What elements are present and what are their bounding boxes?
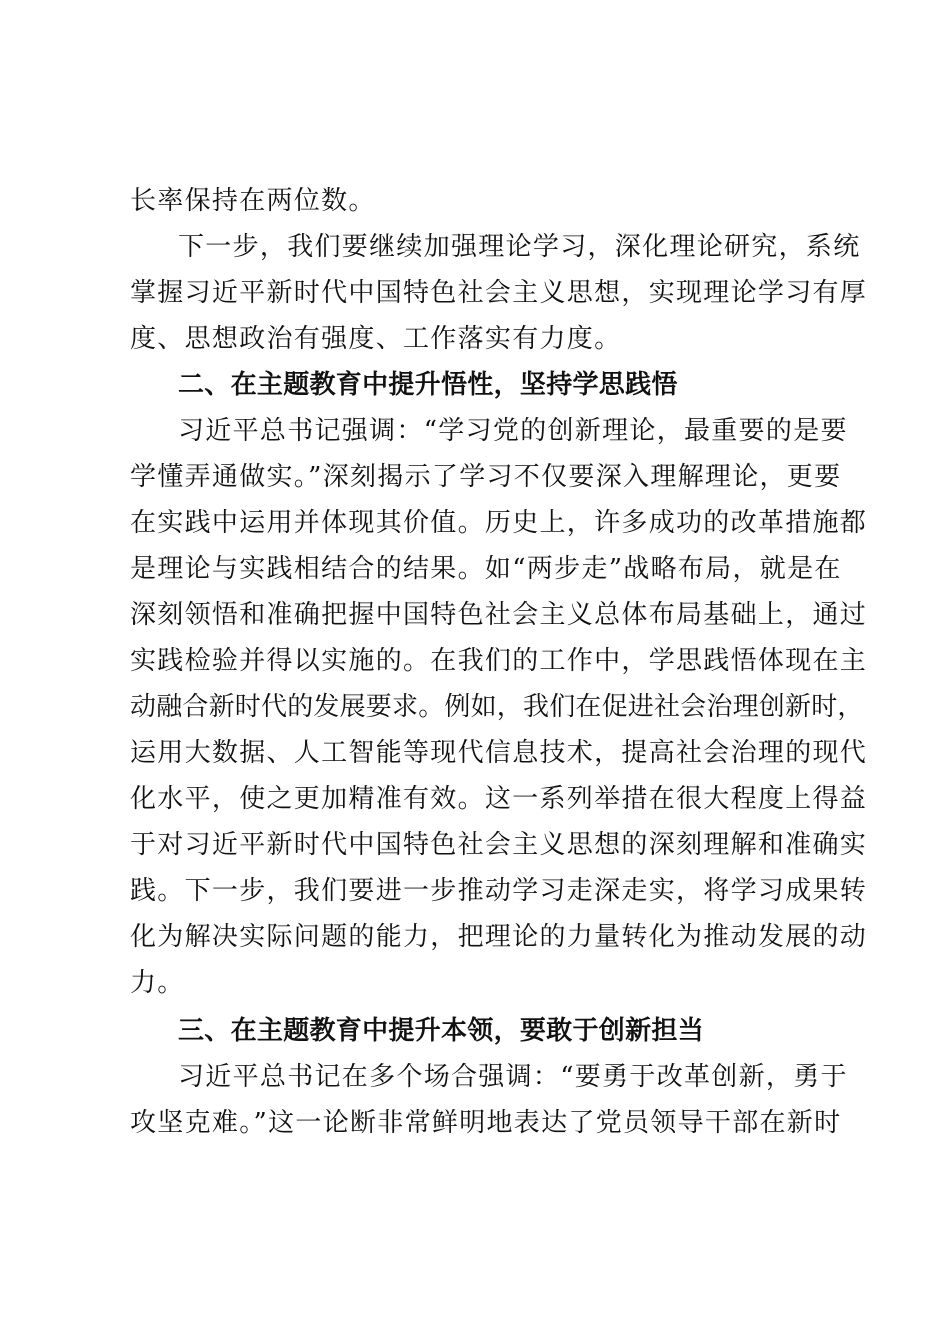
text-line: 攻坚克难。”这一论断非常鲜明地表达了党员领导干部在新时 — [130, 1108, 842, 1138]
text-line: 学懂弄通做实。”深刻揭示了学习不仅要深入理解理论，更要 — [130, 462, 842, 492]
text-line: 于对习近平新时代中国特色社会主义思想的深刻理解和准确实 — [130, 830, 868, 860]
text-line: 在实践中运用并体现其价值。历史上，许多成功的改革措施都 — [130, 508, 868, 538]
text-line: 是理论与实践相结合的结果。如“两步走”战略布局，就是在 — [130, 554, 842, 584]
text-line: 下一步，我们要继续加强理论学习，深化理论研究，系统 — [178, 232, 861, 262]
text-line: 动融合新时代的发展要求。例如，我们在促进社会治理创新时， — [130, 692, 864, 722]
text-line: 习近平总书记强调：“学习党的创新理论，最重要的是要 — [178, 416, 848, 446]
text-line: 深刻领悟和准确把握中国特色社会主义总体布局基础上，通过 — [130, 600, 868, 630]
text-line: 力。 — [130, 968, 185, 998]
text-line: 习近平总书记在多个场合强调：“要勇于改革创新，勇于 — [178, 1062, 848, 1092]
text-line: 化水平，使之更加精准有效。这一系列举措在很大程度上得益 — [130, 784, 868, 814]
text-line: 运用大数据、人工智能等现代信息技术，提高社会治理的现代 — [130, 738, 868, 768]
section-heading-3: 三、在主题教育中提升本领，要敢于创新担当 — [178, 1016, 705, 1046]
text-line: 实践检验并得以实施的。在我们的工作中，学思践悟体现在主 — [130, 646, 868, 676]
text-line: 度、思想政治有强度、工作落实有力度。 — [130, 324, 622, 354]
section-heading-2: 二、在主题教育中提升悟性，坚持学思践悟 — [178, 370, 678, 400]
text-line: 践。下一步，我们要进一步推动学习走深走实，将学习成果转 — [130, 876, 868, 906]
text-line: 化为解决实际问题的能力，把理论的力量转化为推动发展的动 — [130, 922, 868, 952]
text-line: 掌握习近平新时代中国特色社会主义思想，实现理论学习有厚 — [130, 278, 868, 308]
text-line: 长率保持在两位数。 — [130, 186, 376, 216]
